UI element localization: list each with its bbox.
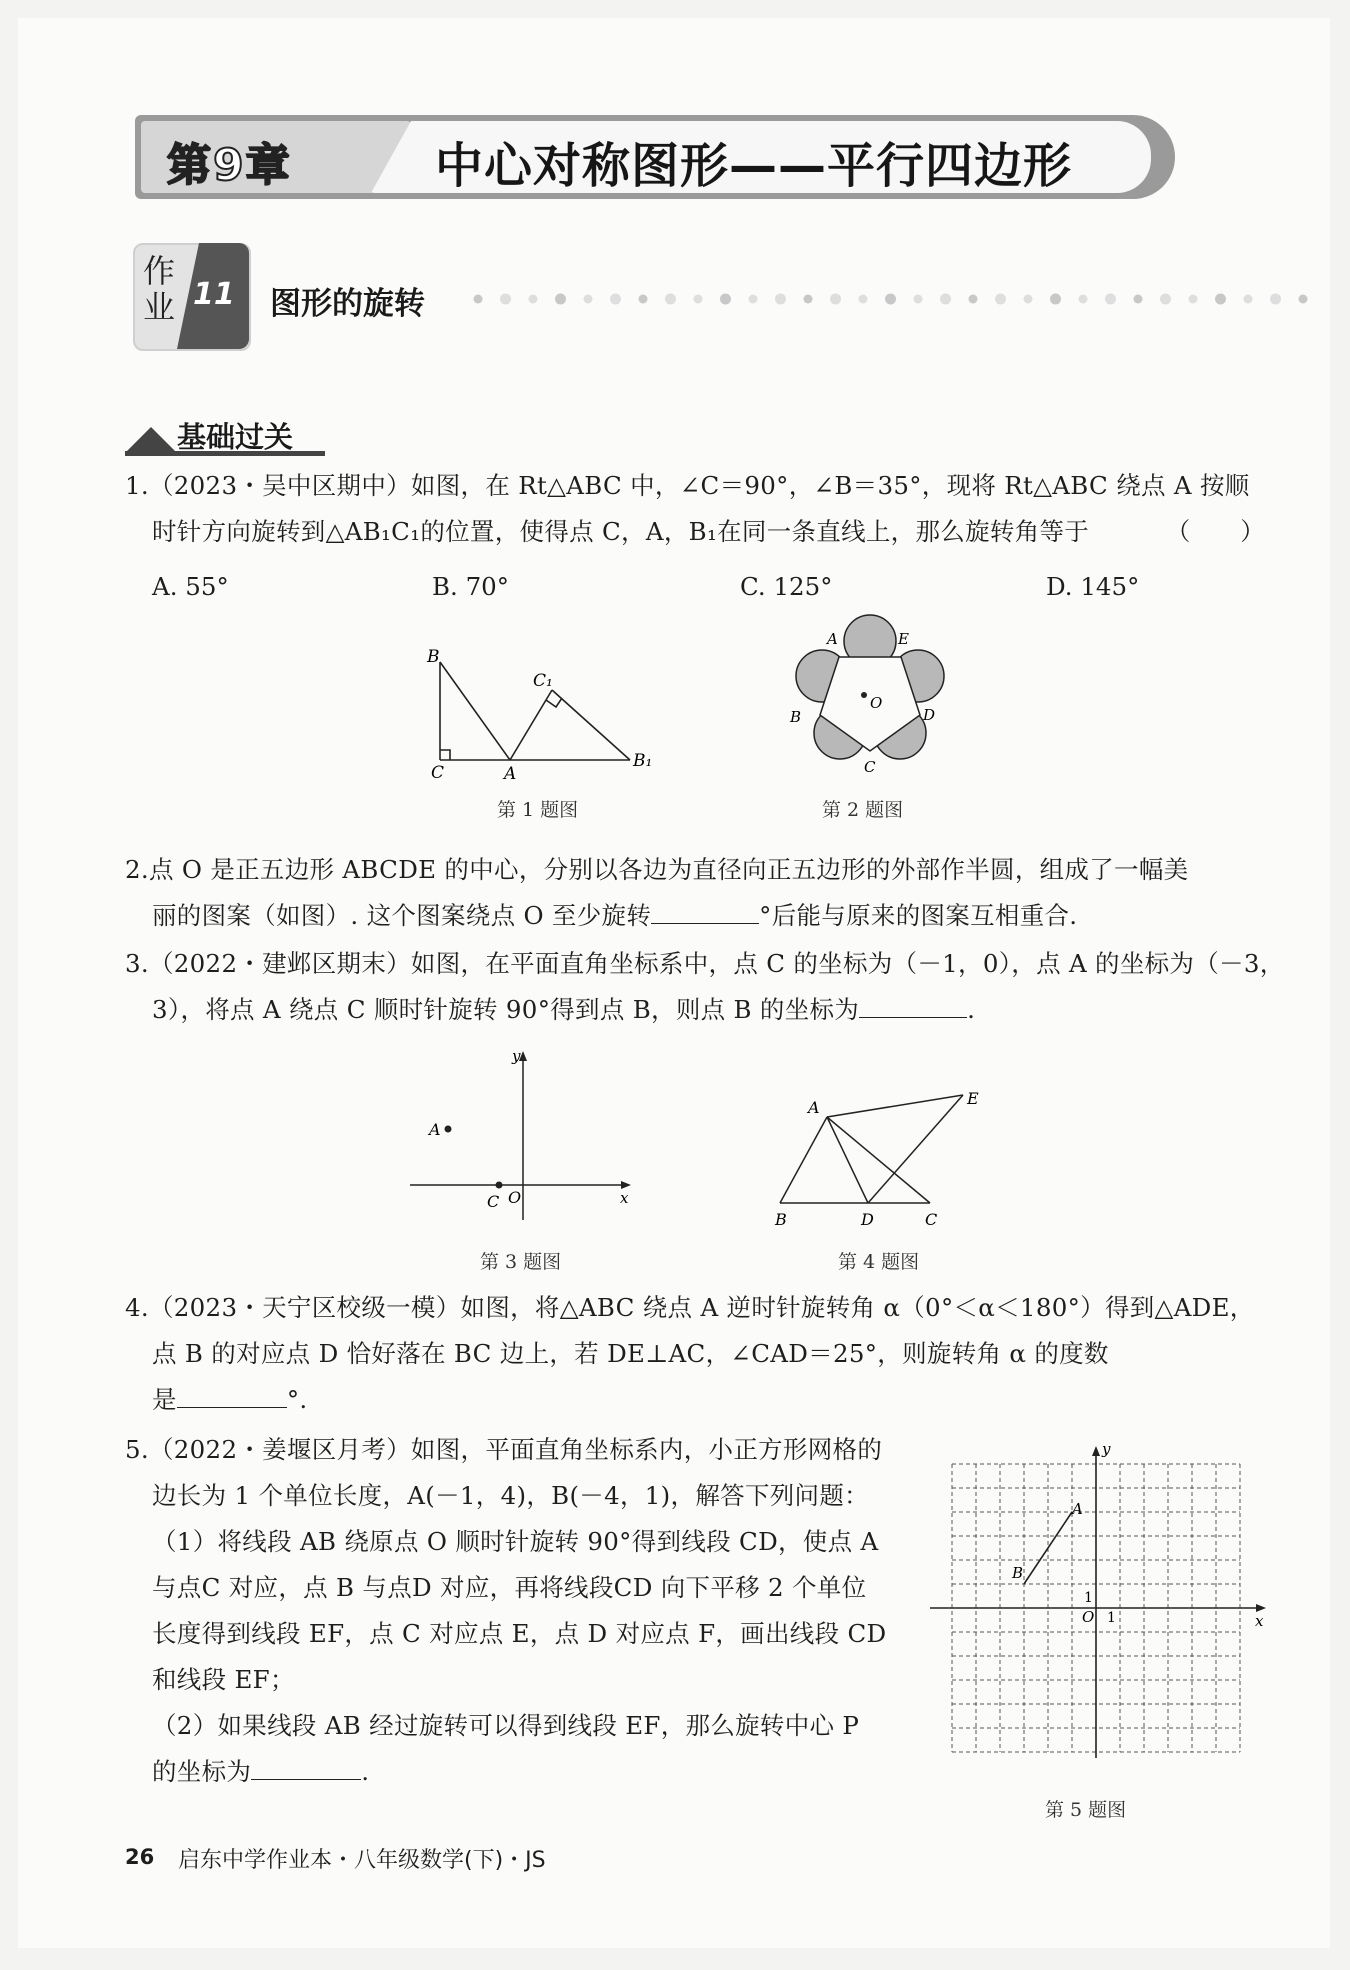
q4-line2: 点 B 的对应点 D 恰好落在 BC 边上，若 DE⊥AC，∠CAD＝25°，则旋转角 α 的度数 (152, 1339, 1109, 1368)
decor-dot (1189, 295, 1198, 304)
decor-dot (1160, 294, 1171, 305)
q1-option-b: B. 70° (432, 572, 510, 601)
fig5-label-b: B (1012, 1564, 1024, 1582)
q4-line1: 4.（2023・天宁区校级一模）如图，将△ABC 绕点 A 逆时针旋转角 α（0°＜α＜180°）得到△ADE， (125, 1293, 1255, 1322)
q1-option-a: A. 55° (152, 572, 229, 601)
question-4 (125, 1285, 1265, 1423)
fig2-label-a: A (827, 630, 838, 648)
fig5-label-y: y (1102, 1440, 1111, 1458)
figure-5 (930, 1440, 1275, 1765)
q4-line3-start: 是 (152, 1385, 177, 1414)
q5-line1: 5.（2022・姜堰区月考）如图，平面直角坐标系内，小正方形网格的 (125, 1435, 883, 1464)
decor-dot (694, 295, 703, 304)
q3-line2-end: . (967, 995, 976, 1024)
fig1-caption: 第 1 题图 (497, 799, 579, 821)
question-1 (125, 463, 1265, 555)
figure-2 (780, 612, 960, 787)
fig4-label-a: A (808, 1098, 820, 1117)
decor-dot (584, 295, 593, 304)
fig3-label-o: O (508, 1188, 522, 1207)
figure-3 (405, 1045, 640, 1225)
section-title: 基础过关 (177, 420, 294, 454)
fig5-label-x: x (1255, 1612, 1264, 1630)
chapter-banner (135, 115, 1175, 199)
fig3-caption: 第 3 题图 (480, 1251, 562, 1273)
q2-answer-blank[interactable] (651, 897, 759, 924)
q5-line7: （2）如果线段 AB 经过旋转可以得到线段 EF，那么旋转中心 P (152, 1711, 860, 1740)
fig4-label-c: C (925, 1210, 938, 1229)
fig1-label-a: A (504, 764, 517, 784)
homework-number: 11 (193, 277, 235, 312)
decor-dot (914, 295, 923, 304)
q1-option-c: C. 125° (740, 572, 833, 601)
decor-dot (500, 294, 511, 305)
figure-1 (415, 640, 675, 790)
decor-dot (1215, 294, 1226, 305)
q5-line4: 与点C 对应，点 B 与点D 对应，再将线段CD 向下平移 2 个单位 (152, 1573, 867, 1602)
q5-line2: 边长为 1 个单位长度，A(－1，4)，B(－4，1)，解答下列问题： (152, 1481, 869, 1510)
question-3 (125, 941, 1285, 1033)
question-2 (125, 847, 1265, 939)
q2-line2-end: °后能与原来的图案互相重合. (759, 901, 1078, 930)
decor-dot (830, 294, 841, 305)
q5-answer-blank[interactable] (251, 1753, 361, 1780)
q5-line8-end: . (361, 1757, 370, 1786)
decor-dot (1134, 295, 1143, 304)
fig1-label-b: B (427, 647, 440, 667)
decorative-dots (470, 292, 1320, 306)
section-heading (125, 415, 325, 455)
q5-line6: 和线段 EF； (152, 1665, 295, 1694)
decor-dot (1244, 295, 1253, 304)
q1-option-d: D. 145° (1046, 572, 1140, 601)
q3-answer-blank[interactable] (859, 991, 967, 1018)
decor-dot (529, 295, 538, 304)
decor-dot (1299, 295, 1308, 304)
fig2-label-b: B (790, 708, 802, 726)
decor-dot (859, 295, 868, 304)
decor-dot (720, 294, 731, 305)
q1-line2: 时针方向旋转到△AB₁C₁的位置，使得点 C，A，B₁在同一条直线上，那么旋转角等于 (152, 517, 1090, 546)
fig3-label-a: A (429, 1120, 441, 1139)
q2-line2-start: 丽的图案（如图）. 这个图案绕点 O 至少旋转 (152, 901, 652, 930)
fig4-label-b: B (775, 1210, 787, 1229)
fig5-label-o: O (1082, 1608, 1095, 1626)
q4-answer-blank[interactable] (177, 1381, 287, 1408)
decor-dot (1079, 295, 1088, 304)
homework-title: 图形的旋转 (270, 286, 425, 322)
fig2-label-d: D (923, 706, 936, 724)
homework-badge (133, 243, 247, 347)
q2-line1: 2.点 O 是正五边形 ABCDE 的中心，分别以各边为直径向正五边形的外部作半圆，组成了一幅美 (125, 855, 1189, 884)
fig5-label-a: A (1072, 1500, 1083, 1518)
footer-text: 启东中学作业本・八年级数学(下)・JS (178, 1848, 546, 1873)
decor-dot (555, 294, 566, 305)
decor-dot (610, 294, 621, 305)
fig1-label-c: C (431, 763, 445, 783)
decor-dot (1050, 294, 1061, 305)
decor-dot (665, 294, 676, 305)
fig2-label-o: O (870, 694, 883, 712)
fig4-caption: 第 4 题图 (838, 1251, 920, 1273)
q3-line2-start: 3），将点 A 绕点 C 顺时针旋转 90°得到点 B，则点 B 的坐标为 (152, 995, 860, 1024)
decor-dot (940, 294, 951, 305)
fig5-caption: 第 5 题图 (1045, 1799, 1127, 1821)
fig5-label-one-x: 1 (1107, 1610, 1116, 1626)
fig2-label-c: C (864, 758, 876, 776)
figure-4 (770, 1085, 995, 1230)
fig2-label-e: E (898, 630, 909, 648)
fig4-label-d: D (861, 1210, 874, 1229)
q1-answer-paren: （ ） (1165, 517, 1265, 546)
decor-dot (639, 295, 648, 304)
q5-line5: 长度得到线段 EF，点 C 对应点 E，点 D 对应点 F，画出线段 CD (152, 1619, 887, 1648)
q3-line1: 3.（2022・建邺区期末）如图，在平面直角坐标系中，点 C 的坐标为（－1，0），点 A 的坐标为（－3， (125, 949, 1285, 978)
fig3-label-c: C (487, 1192, 500, 1211)
decor-dot (969, 295, 978, 304)
fig2-caption: 第 2 题图 (822, 799, 904, 821)
decor-dot (749, 295, 758, 304)
decor-dot (804, 295, 813, 304)
question-5 (125, 1427, 925, 1795)
decor-dot (1105, 294, 1116, 305)
fig4-label-e: E (967, 1089, 979, 1108)
decor-dot (1024, 295, 1033, 304)
chapter-label: 第9章 (167, 140, 292, 191)
decor-dot (1270, 294, 1281, 305)
fig3-label-x: x (620, 1189, 629, 1207)
fig5-label-one-y: 1 (1084, 1590, 1093, 1606)
q5-line8-start: 的坐标为 (152, 1757, 252, 1786)
fig3-label-y: y (512, 1047, 521, 1065)
page-number: 26 (125, 1845, 155, 1869)
q1-line1: 1.（2023・吴中区期中）如图，在 Rt△ABC 中，∠C＝90°，∠B＝35°，现将 Rt△ABC 绕点 A 按顺 (125, 471, 1250, 500)
homework-label: 作 业 (143, 252, 176, 326)
chapter-title: 中心对称图形——平行四边形 (435, 138, 1073, 194)
decor-dot (775, 294, 786, 305)
fig1-label-c1: C₁ (533, 671, 553, 691)
decor-dot (995, 294, 1006, 305)
decor-dot (474, 295, 483, 304)
q4-line3-end: °. (286, 1385, 308, 1414)
q5-line3: （1）将线段 AB 绕原点 O 顺时针旋转 90°得到线段 CD，使点 A (152, 1527, 879, 1556)
decor-dot (885, 294, 896, 305)
fig1-label-b1: B₁ (633, 751, 653, 771)
